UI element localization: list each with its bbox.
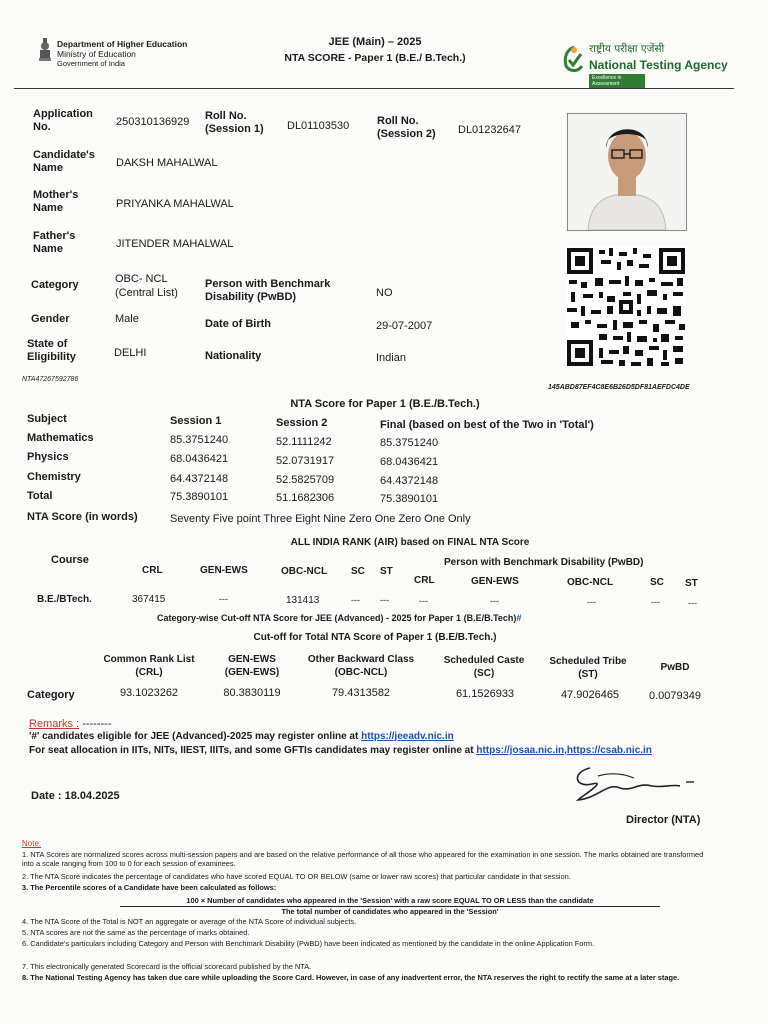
formula-denominator: The total number of candidates who appeared in the 'Session' [281, 907, 499, 916]
rank-pwbd-value-st: --- [688, 598, 697, 608]
gender-label: Gender [31, 313, 70, 325]
nta-hindi: राष्ट्रीय परीक्षा एजेंसी [589, 43, 665, 55]
cutoff-value-crl: 93.1023262 [119, 687, 179, 699]
cutoff-col-line1: Scheduled Tribe [549, 656, 627, 667]
nta-logo-icon [562, 44, 586, 74]
remarks-line2 [29, 745, 652, 756]
emblem-icon [38, 36, 52, 66]
department-line3: Government of India [57, 59, 125, 68]
cutoff-value-obc: 79.4313582 [331, 687, 391, 699]
score-header-session1: Session 1 [170, 415, 222, 427]
header-divider [14, 88, 734, 89]
state-value: DELHI [114, 347, 147, 359]
cutoff-col-line1: Common Rank List [103, 654, 195, 665]
cutoff-value-pwbd: 0.0079349 [649, 690, 701, 702]
roll-session2-value: DL01232647 [458, 124, 522, 136]
nationality-value: Indian [376, 352, 406, 364]
mother-name-label: Mother's Name [33, 189, 79, 214]
rank-value-crl: 367415 [132, 594, 166, 605]
father-name-label: Father's Name [33, 230, 76, 255]
state-label: State of Eligibility [27, 338, 76, 363]
rank-course-value: B.E./BTech. [37, 594, 92, 605]
rank-pwbd-value-sc: --- [651, 597, 660, 607]
cutoff-col-st [538, 655, 638, 681]
score-row-subject: Chemistry [27, 471, 81, 483]
rank-pwbd-col-gen-ews: GEN-EWS [471, 576, 519, 587]
roll-session1-value: DL01103530 [287, 120, 350, 132]
dob-label: Date of Birth [205, 318, 271, 330]
rank-pwbd-col-st: ST [685, 578, 698, 589]
cutoff-value-st: 47.9026465 [560, 689, 620, 701]
note-item: 5. NTA scores are not the same as the percentage of marks obtained. [22, 928, 250, 937]
rank-title: ALL INDIA RANK (AIR) based on FINAL NTA Score [290, 537, 530, 548]
score-row-final: 85.3751240 [380, 437, 439, 449]
rank-pwbd-header: Person with Benchmark Disability (PwBD) [444, 557, 644, 568]
cutoff-title1-text: Category-wise Cut-off NTA Score for JEE (Advanced) - 2025 for Paper 1 (B.E/B.Tech) [157, 613, 517, 623]
director-title: Director (NTA) [626, 814, 701, 826]
note-item: 6. Candidate's particulars including Category and Person with Benchmark Disability (PwBD) have been indicated as mentioned by the candidate in the online Application Form. [22, 939, 595, 948]
application-no-value: 250310136929 [116, 116, 190, 128]
nationality-label: Nationality [205, 350, 262, 362]
cutoff-value-gen-ews: 80.3830119 [223, 687, 281, 699]
cutoff-col-line1: Other Backward Class [307, 654, 415, 665]
score-row-session1: 68.0436421 [170, 453, 229, 465]
nta-tagline: Excellence in Assessment [589, 74, 645, 88]
rank-pwbd-value-obc-ncl: --- [587, 597, 596, 607]
cutoff-value-sc: 61.1526933 [455, 688, 515, 700]
exam-title: JEE (Main) – 2025 [328, 36, 422, 48]
rank-value-obc-ncl: 131413 [286, 595, 320, 606]
candidate-name-value: DAKSH MAHALWAL [116, 157, 218, 169]
remarks-line2-text: For seat allocation in IITs, NITs, IIEST, IIITs, and some GFTIs candidates may register online at [29, 745, 474, 756]
note-item: 1. NTA Scores are normalized scores across multi-session papers and are based on the relative performance of all those who appeared for the examination in one session. The marks obtained are transformed into a scale ranging from 100 to 0 for each session of examinees. [22, 850, 704, 868]
pwbd-label: Person with Benchmark Disability (PwBD) [205, 278, 331, 303]
rank-col-st: ST [380, 566, 393, 577]
rank-pwbd-col-sc: SC [650, 577, 664, 588]
jeeadv-link[interactable]: https://jeeadv.nic.in [361, 731, 454, 742]
cutoff-col-sc [430, 654, 538, 680]
father-name-value: JITENDER MAHALWAL [116, 238, 234, 250]
mother-name-value: PRIYANKA MAHALWAL [116, 198, 234, 210]
exam-title-block [250, 36, 500, 64]
reference-right: 145ABD87EF4C8E6B26D5DF81AEFDC4DE [548, 384, 690, 391]
score-header-subject: Subject [27, 413, 67, 425]
cutoff-col-line1: GEN-EWS [228, 654, 276, 665]
score-row-session2: 52.1111242 [276, 436, 332, 448]
exam-subtitle: NTA SCORE - Paper 1 (B.E./ B.Tech.) [284, 52, 466, 64]
dob-value: 29-07-2007 [376, 320, 433, 332]
rank-pwbd-col-obc-ncl: OBC-NCL [567, 577, 614, 588]
nta-english: National Testing Agency [589, 58, 728, 72]
rank-value-sc: --- [351, 595, 360, 605]
score-row-subject: Mathematics [27, 432, 94, 444]
rank-col-sc: SC [351, 566, 365, 577]
formula-numerator: 100 × Number of candidates who appeared in the 'Session' with a raw score EQUAL TO OR LESS than the candidate [120, 896, 660, 907]
rank-col-obc-ncl: OBC-NCL [281, 566, 328, 577]
remarks-dash: -------- [82, 718, 112, 730]
roll-session2-label: Roll No. (Session 2) [377, 115, 436, 140]
department-line2: Ministry of Education [57, 49, 136, 59]
rank-pwbd-value-gen-ews: --- [490, 596, 499, 606]
application-no-label: Application No. [33, 108, 93, 133]
category-label: Category [31, 279, 79, 291]
cutoff-col-line1: Scheduled Caste [443, 655, 525, 666]
score-row-session2: 51.1682306 [276, 492, 335, 504]
remarks-line1-text: '#' candidates eligible for JEE (Advanced)-2025 may register online at [29, 731, 359, 742]
cutoff-row-label: Category [27, 689, 75, 701]
rank-value-st: --- [380, 595, 389, 605]
cutoff-title2: Cut-off for Total NTA Score of Paper 1 (B.E/B.Tech.) [253, 632, 497, 643]
score-header-session2: Session 2 [276, 417, 328, 429]
score-row-session1: 75.3890101 [170, 491, 229, 503]
cutoff-col-obc [295, 653, 427, 679]
remarks-label-row [29, 718, 112, 730]
reference-left: NTA47267592786 [22, 376, 79, 383]
category-value: OBC- NCL (Central List) [115, 273, 178, 299]
score-row-session1: 64.4372148 [170, 473, 229, 485]
cutoff-col-line2: (OBC-NCL) [334, 667, 388, 678]
candidate-photo [567, 113, 687, 231]
score-row-session2: 52.0731917 [276, 455, 335, 467]
note-item: 4. The NTA Score of the Total is NOT an aggregate or average of the NTA Score of individual subjects. [22, 917, 357, 926]
cutoff-title1-mark: # [516, 613, 522, 623]
josaa-csab-link[interactable]: https://josaa.nic.in,https://csab.nic.in [476, 745, 652, 756]
note-item: 7. This electronically generated Scorecard is the official scorecard published by the NTA. [22, 962, 312, 971]
score-words-value: Seventy Five point Three Eight Nine Zero One Zero One Only [170, 513, 471, 525]
cutoff-col-line2: (CRL) [135, 667, 163, 678]
rank-pwbd-value-crl: --- [419, 596, 428, 606]
cutoff-col-gen-ews [212, 653, 292, 679]
cutoff-col-line2: (GEN-EWS) [224, 667, 280, 678]
score-words-label: NTA Score (in words) [27, 511, 138, 523]
score-row-final: 75.3890101 [380, 493, 439, 505]
pwbd-value: NO [376, 287, 393, 299]
score-header-final: Final (based on best of the Two in 'Total') [380, 419, 594, 431]
score-row-session1: 85.3751240 [170, 434, 229, 446]
rank-col-crl: CRL [142, 565, 163, 576]
cutoff-col-pwbd: PwBD [660, 662, 690, 673]
department-block [57, 39, 187, 68]
rank-course-label: Course [51, 554, 89, 566]
issue-date: Date : 18.04.2025 [31, 790, 120, 802]
score-table-title: NTA Score for Paper 1 (B.E./B.Tech.) [290, 398, 480, 410]
cutoff-title1 [157, 613, 521, 623]
rank-col-gen-ews: GEN-EWS [200, 565, 248, 576]
nta-name-block [589, 42, 728, 88]
note-item: 8. The National Testing Agency has taken due care while uploading the Score Card. However, in case of any inadvertent error, the NTA reserves the right to rectify the same at a later stage. [22, 973, 680, 982]
remarks-label: Remarks : [29, 718, 80, 730]
director-signature [568, 762, 698, 806]
rank-value-gen-ews: --- [219, 594, 228, 604]
candidate-name-label: Candidate's Name [33, 149, 95, 174]
score-row-session2: 52.5825709 [276, 474, 335, 486]
cutoff-col-line2: (ST) [578, 669, 598, 680]
score-row-final: 64.4372148 [380, 475, 439, 487]
cutoff-col-line2: (SC) [473, 668, 495, 679]
cutoff-col-crl [85, 653, 213, 679]
score-row-subject: Total [27, 490, 53, 502]
qr-code [565, 246, 687, 368]
department-line1: Department of Higher Education [57, 39, 188, 49]
score-row-subject: Physics [27, 451, 69, 463]
rank-pwbd-col-crl: CRL [414, 575, 435, 586]
note-item: 3. The Percentile scores of a Candidate have been calculated as follows: [22, 883, 277, 892]
percentile-formula [120, 896, 660, 916]
roll-session1-label: Roll No. (Session 1) [205, 110, 264, 135]
note-label: Note: [22, 839, 42, 848]
note-item: 2. The NTA Score indicates the percentage of candidates who have scored EQUAL TO OR BELOW (same or lower raw scores) that particular candidate in that session. [22, 872, 571, 881]
score-row-final: 68.0436421 [380, 456, 439, 468]
remarks-line1 [29, 731, 454, 742]
gender-value: Male [115, 313, 139, 325]
